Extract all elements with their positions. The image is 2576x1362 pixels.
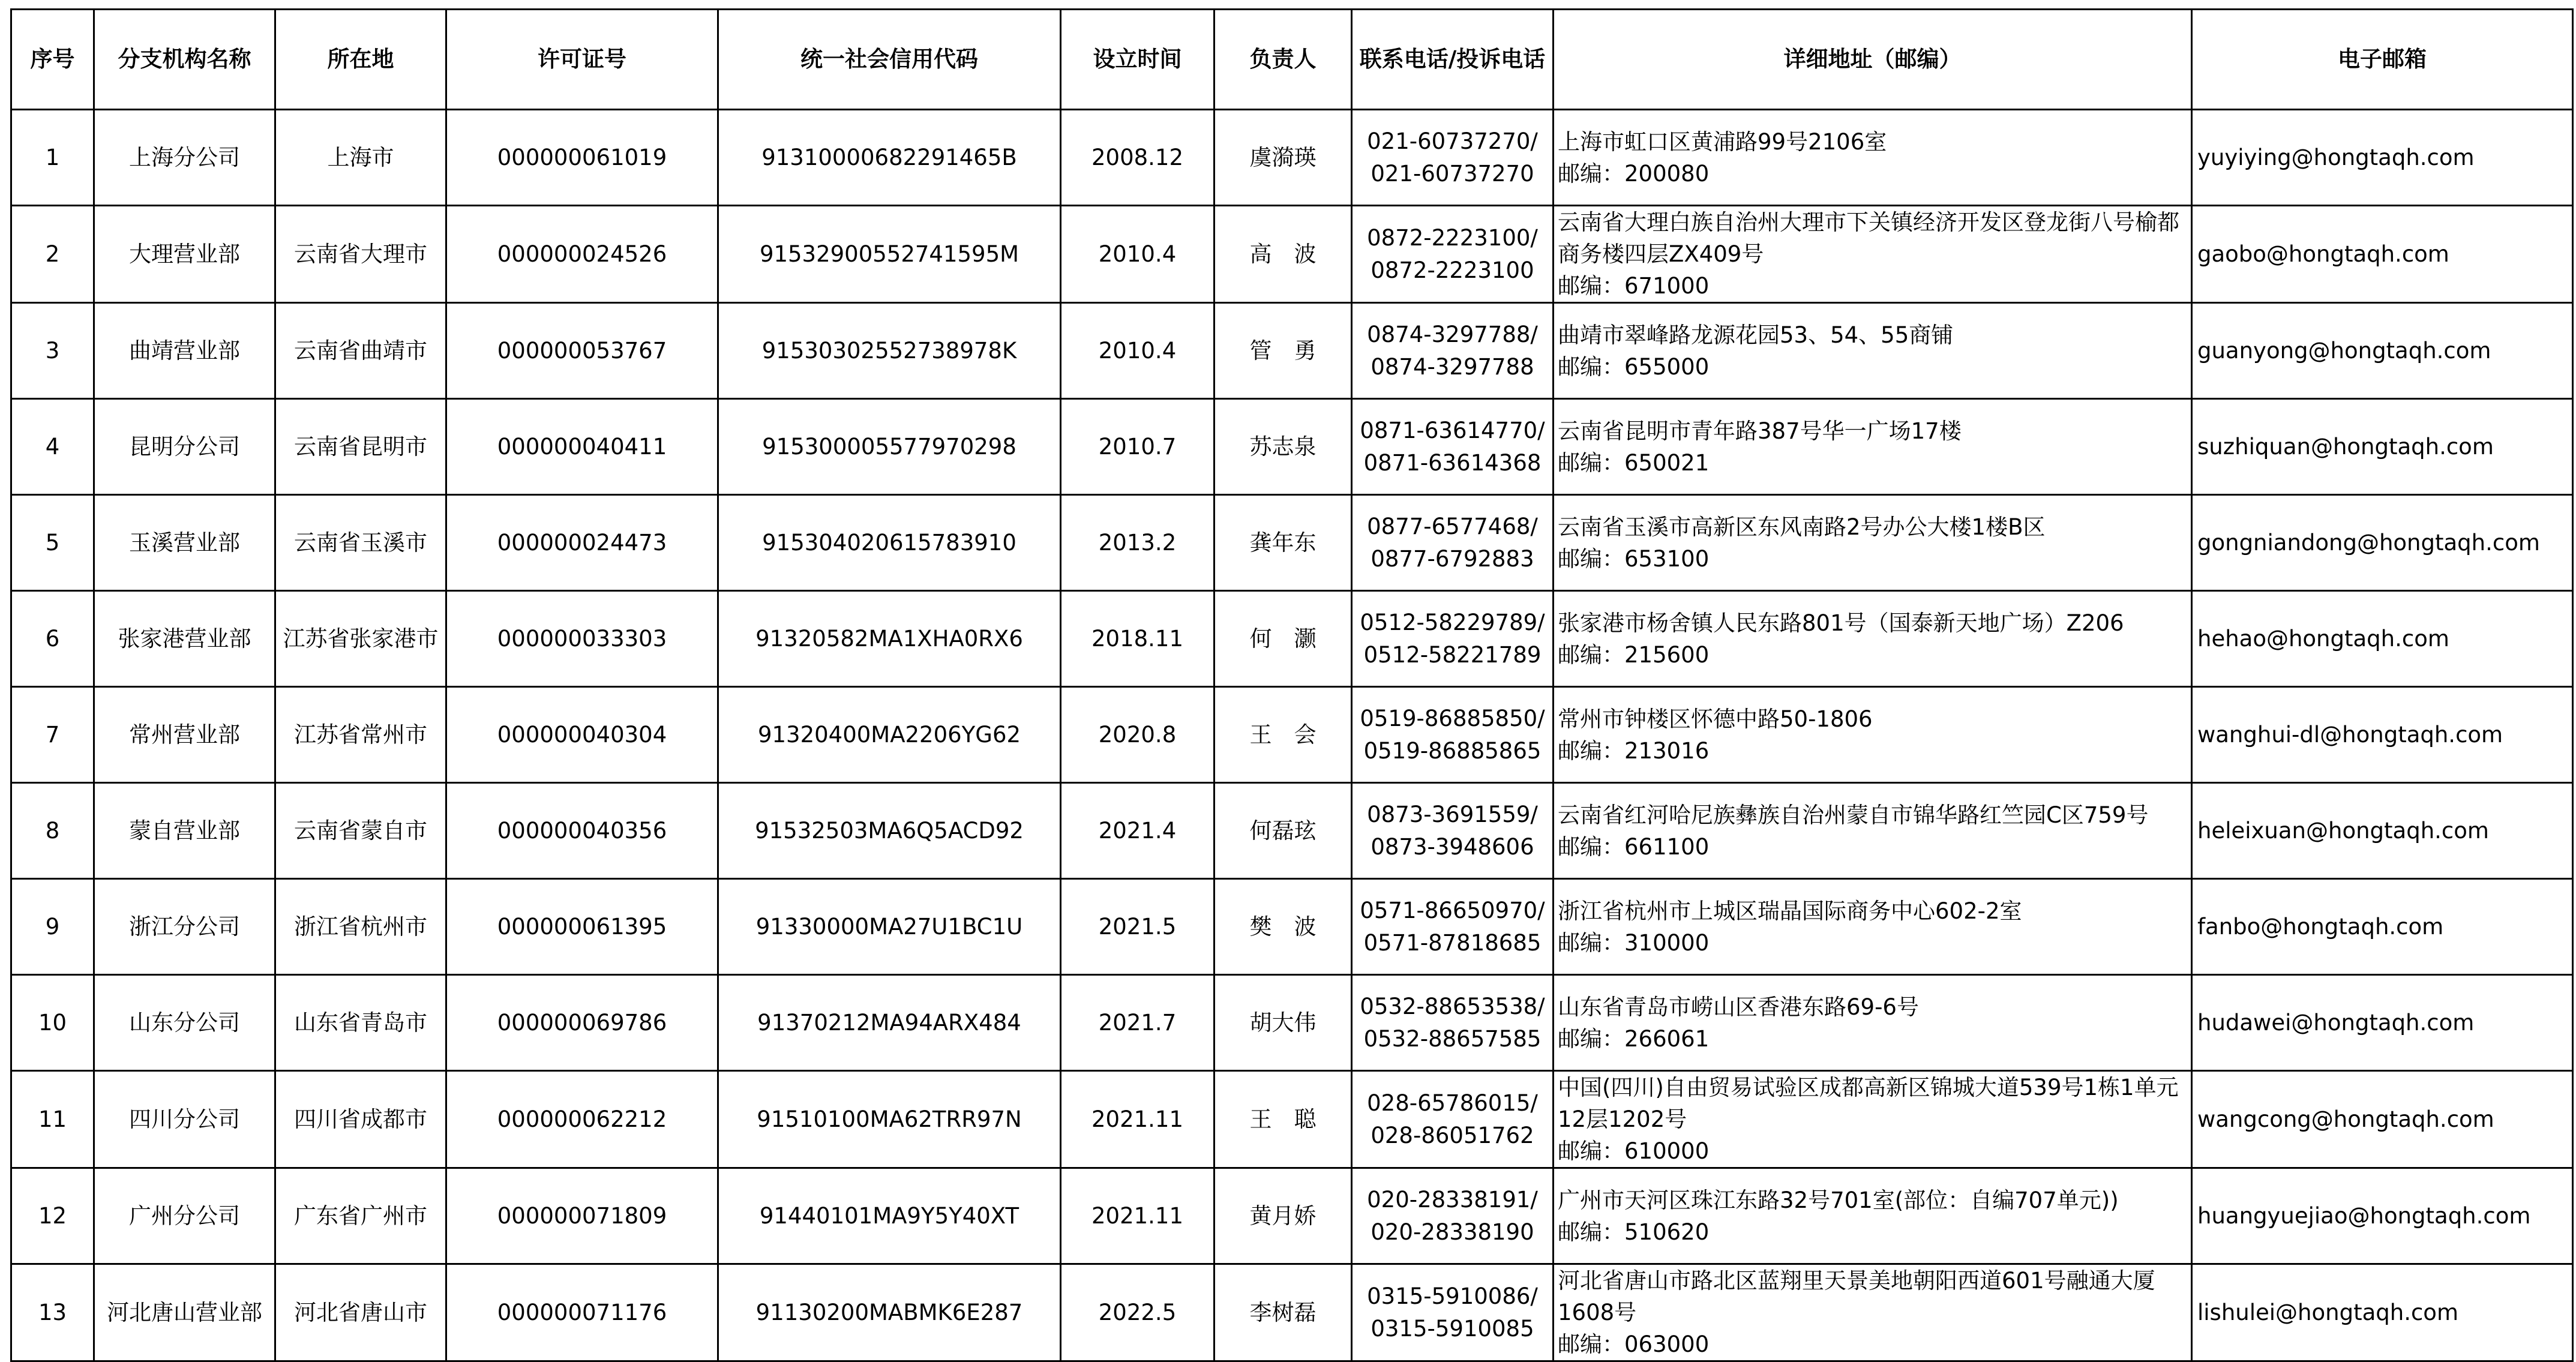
header-cell: 联系电话/投诉电话 [1352, 10, 1554, 110]
street-address: 河北省唐山市路北区蓝翔里天景美地朝阳西道601号融通大厦1608号 [1558, 1268, 2155, 1325]
email-address: gaobo@hongtaqh.com [2192, 206, 2573, 303]
branch-name: 常州营业部 [94, 687, 275, 783]
branch-location: 广东省广州市 [275, 1168, 446, 1264]
street-address: 广州市天河区珠江东路32号701室(部位：自编707单元)) [1558, 1187, 2119, 1213]
branch-manager: 龚年东 [1214, 495, 1352, 591]
street-address: 中国(四川)自由贸易试验区成都高新区锦城大道539号1栋1单元12层1202号 [1558, 1075, 2179, 1132]
postal-code: 邮编：063000 [1558, 1331, 1710, 1357]
street-address: 云南省昆明市青年路387号华一广场17楼 [1558, 418, 1962, 444]
email-address: wanghui-dl@hongtaqh.com [2192, 687, 2573, 783]
established-date: 2010.7 [1061, 399, 1214, 495]
credit-code: 915304020615783910 [718, 495, 1061, 591]
postal-code: 邮编：653100 [1558, 545, 1710, 572]
branch-location: 云南省玉溪市 [275, 495, 446, 591]
contact-phone: 0512-58229789/ [1360, 609, 1545, 635]
branch-manager: 苏志泉 [1214, 399, 1352, 495]
header-cell: 所在地 [275, 10, 446, 110]
postal-code: 邮编：215600 [1558, 641, 1710, 668]
branch-manager: 高 波 [1214, 206, 1352, 303]
branch-name: 玉溪营业部 [94, 495, 275, 591]
table-row [11, 303, 2573, 399]
contact-phone: 0315-5910086/ [1367, 1283, 1538, 1309]
postal-code: 邮编：610000 [1558, 1138, 1710, 1164]
license-number: 000000024526 [446, 206, 718, 303]
branch-manager: 虞漪瑛 [1214, 110, 1352, 206]
established-date: 2021.11 [1061, 1071, 1214, 1168]
table-body [11, 110, 2573, 1361]
row-number: 7 [11, 687, 94, 783]
credit-code: 91510100MA62TRR97N [718, 1071, 1061, 1168]
established-date: 2021.4 [1061, 783, 1214, 879]
license-number: 000000040304 [446, 687, 718, 783]
header-row [11, 10, 2573, 110]
branch-name: 广州分公司 [94, 1168, 275, 1264]
contact-phone: 0874-3297788/ [1367, 321, 1538, 347]
license-number: 000000062212 [446, 1071, 718, 1168]
credit-code: 91440101MA9Y5Y40XT [718, 1168, 1061, 1264]
branch-name: 上海分公司 [94, 110, 275, 206]
contact-phone: 020-28338191/ [1367, 1186, 1538, 1213]
established-date: 2021.5 [1061, 879, 1214, 975]
contact-phones [1352, 879, 1554, 975]
postal-code: 邮编：200080 [1558, 160, 1710, 187]
email-address: yuyiying@hongtaqh.com [2192, 110, 2573, 206]
license-number: 000000071176 [446, 1264, 718, 1361]
contact-phone: 021-60737270/ [1367, 128, 1538, 154]
header-cell: 设立时间 [1061, 10, 1214, 110]
contact-phones [1352, 591, 1554, 687]
branch-name: 昆明分公司 [94, 399, 275, 495]
complaint-phone: 020-28338190 [1371, 1219, 1534, 1245]
header-cell: 许可证号 [446, 10, 718, 110]
branch-name: 大理营业部 [94, 206, 275, 303]
established-date: 2013.2 [1061, 495, 1214, 591]
contact-phones [1352, 687, 1554, 783]
address-cell [1554, 1264, 2192, 1361]
complaint-phone: 0315-5910085 [1371, 1315, 1534, 1342]
complaint-phone: 021-60737270 [1371, 160, 1534, 187]
branch-location: 四川省成都市 [275, 1071, 446, 1168]
branch-name: 山东分公司 [94, 975, 275, 1071]
contact-phones [1352, 399, 1554, 495]
branch-location: 云南省曲靖市 [275, 303, 446, 399]
license-number: 000000053767 [446, 303, 718, 399]
table-row [11, 110, 2573, 206]
contact-phone: 0877-6577468/ [1367, 513, 1538, 539]
address-cell [1554, 1071, 2192, 1168]
row-number: 12 [11, 1168, 94, 1264]
branch-location: 河北省唐山市 [275, 1264, 446, 1361]
email-address: lishulei@hongtaqh.com [2192, 1264, 2573, 1361]
branch-manager: 何磊玹 [1214, 783, 1352, 879]
established-date: 2020.8 [1061, 687, 1214, 783]
branch-manager: 黄月娇 [1214, 1168, 1352, 1264]
header-cell: 序号 [11, 10, 94, 110]
credit-code: 91310000682291465B [718, 110, 1061, 206]
complaint-phone: 0532-88657585 [1363, 1025, 1542, 1052]
contact-phones [1352, 110, 1554, 206]
branch-name: 曲靖营业部 [94, 303, 275, 399]
email-address: suzhiquan@hongtaqh.com [2192, 399, 2573, 495]
complaint-phone: 0512-58221789 [1363, 641, 1542, 668]
branch-location: 云南省大理市 [275, 206, 446, 303]
street-address: 浙江省杭州市上城区瑞晶国际商务中心602-2室 [1558, 898, 2022, 924]
branch-location: 浙江省杭州市 [275, 879, 446, 975]
contact-phones [1352, 1071, 1554, 1168]
street-address: 山东省青岛市崂山区香港东路69-6号 [1558, 994, 1919, 1020]
established-date: 2008.12 [1061, 110, 1214, 206]
branch-name: 河北唐山营业部 [94, 1264, 275, 1361]
contact-phones [1352, 783, 1554, 879]
branch-manager: 李树磊 [1214, 1264, 1352, 1361]
complaint-phone: 0871-63614368 [1363, 449, 1542, 476]
branch-location: 江苏省常州市 [275, 687, 446, 783]
table-row [11, 399, 2573, 495]
branch-table [10, 8, 2574, 1362]
credit-code: 91320582MA1XHA0RX6 [718, 591, 1061, 687]
contact-phone: 0871-63614770/ [1360, 417, 1545, 443]
email-address: wangcong@hongtaqh.com [2192, 1071, 2573, 1168]
contact-phone: 0571-86650970/ [1360, 897, 1545, 923]
address-cell [1554, 783, 2192, 879]
table-row [11, 879, 2573, 975]
row-number: 5 [11, 495, 94, 591]
license-number: 000000024473 [446, 495, 718, 591]
street-address: 上海市虹口区黄浦路99号2106室 [1558, 128, 1887, 155]
table-row [11, 1264, 2573, 1361]
email-address: fanbo@hongtaqh.com [2192, 879, 2573, 975]
contact-phones [1352, 206, 1554, 303]
complaint-phone: 0874-3297788 [1371, 353, 1534, 380]
row-number: 11 [11, 1071, 94, 1168]
complaint-phone: 0877-6792883 [1371, 545, 1534, 572]
table-row [11, 495, 2573, 591]
table-row [11, 206, 2573, 303]
contact-phones [1352, 495, 1554, 591]
row-number: 3 [11, 303, 94, 399]
address-cell [1554, 879, 2192, 975]
row-number: 9 [11, 879, 94, 975]
complaint-phone: 028-86051762 [1371, 1122, 1534, 1148]
branch-manager: 胡大伟 [1214, 975, 1352, 1071]
license-number: 000000033303 [446, 591, 718, 687]
email-address: heleixuan@hongtaqh.com [2192, 783, 2573, 879]
row-number: 1 [11, 110, 94, 206]
table-row [11, 1071, 2573, 1168]
contact-phones [1352, 303, 1554, 399]
address-cell [1554, 495, 2192, 591]
license-number: 000000069786 [446, 975, 718, 1071]
established-date: 2021.11 [1061, 1168, 1214, 1264]
credit-code: 91320400MA2206YG62 [718, 687, 1061, 783]
complaint-phone: 0873-3948606 [1371, 833, 1534, 860]
branch-location: 上海市 [275, 110, 446, 206]
credit-code: 91530302552738978K [718, 303, 1061, 399]
row-number: 10 [11, 975, 94, 1071]
header-cell: 详细地址（邮编） [1554, 10, 2192, 110]
branch-location: 山东省青岛市 [275, 975, 446, 1071]
street-address: 云南省玉溪市高新区东风南路2号办公大楼1楼B区 [1558, 514, 2046, 540]
address-cell [1554, 1168, 2192, 1264]
branch-manager: 王 聪 [1214, 1071, 1352, 1168]
branch-location: 云南省昆明市 [275, 399, 446, 495]
license-number: 000000061395 [446, 879, 718, 975]
credit-code: 91370212MA94ARX484 [718, 975, 1061, 1071]
established-date: 2021.7 [1061, 975, 1214, 1071]
complaint-phone: 0872-2223100 [1371, 257, 1534, 283]
street-address: 曲靖市翠峰路龙源花园53、54、55商铺 [1558, 322, 1954, 348]
credit-code: 91130200MABMK6E287 [718, 1264, 1061, 1361]
established-date: 2010.4 [1061, 303, 1214, 399]
header-cell: 分支机构名称 [94, 10, 275, 110]
address-cell [1554, 110, 2192, 206]
postal-code: 邮编：266061 [1558, 1025, 1710, 1052]
email-address: hudawei@hongtaqh.com [2192, 975, 2573, 1071]
established-date: 2022.5 [1061, 1264, 1214, 1361]
complaint-phone: 0571-87818685 [1363, 929, 1542, 956]
branch-name: 浙江分公司 [94, 879, 275, 975]
street-address: 常州市钟楼区怀德中路50-1806 [1558, 706, 1873, 732]
contact-phones [1352, 1168, 1554, 1264]
row-number: 13 [11, 1264, 94, 1361]
postal-code: 邮编：661100 [1558, 833, 1710, 860]
credit-code: 915300005577970298 [718, 399, 1061, 495]
branch-location: 云南省蒙自市 [275, 783, 446, 879]
license-number: 000000040411 [446, 399, 718, 495]
address-cell [1554, 206, 2192, 303]
branch-name: 张家港营业部 [94, 591, 275, 687]
postal-code: 邮编：650021 [1558, 449, 1710, 476]
table-row [11, 1168, 2573, 1264]
row-number: 2 [11, 206, 94, 303]
contact-phones [1352, 1264, 1554, 1361]
header-cell: 统一社会信用代码 [718, 10, 1061, 110]
address-cell [1554, 591, 2192, 687]
street-address: 张家港市杨舍镇人民东路801号（国泰新天地广场）Z206 [1558, 610, 2124, 636]
contact-phone: 0872-2223100/ [1367, 224, 1538, 251]
credit-code: 91330000MA27U1BC1U [718, 879, 1061, 975]
email-address: huangyuejiao@hongtaqh.com [2192, 1168, 2573, 1264]
postal-code: 邮编：213016 [1558, 737, 1710, 764]
established-date: 2010.4 [1061, 206, 1214, 303]
email-address: guanyong@hongtaqh.com [2192, 303, 2573, 399]
license-number: 000000061019 [446, 110, 718, 206]
branch-location: 江苏省张家港市 [275, 591, 446, 687]
branch-name: 四川分公司 [94, 1071, 275, 1168]
address-cell [1554, 303, 2192, 399]
table-row [11, 591, 2573, 687]
row-number: 8 [11, 783, 94, 879]
row-number: 6 [11, 591, 94, 687]
branch-manager: 何 灏 [1214, 591, 1352, 687]
contact-phones [1352, 975, 1554, 1071]
established-date: 2018.11 [1061, 591, 1214, 687]
contact-phone: 0519-86885850/ [1360, 705, 1545, 731]
contact-phone: 0873-3691559/ [1367, 801, 1538, 827]
complaint-phone: 0519-86885865 [1363, 737, 1542, 764]
credit-code: 91532900552741595M [718, 206, 1061, 303]
header-cell: 电子邮箱 [2192, 10, 2573, 110]
header-cell: 负责人 [1214, 10, 1352, 110]
street-address: 云南省大理白族自治州大理市下关镇经济开发区登龙街八号榆都商务楼四层ZX409号 [1558, 209, 2179, 267]
table-row [11, 687, 2573, 783]
address-cell [1554, 975, 2192, 1071]
email-address: hehao@hongtaqh.com [2192, 591, 2573, 687]
license-number: 000000071809 [446, 1168, 718, 1264]
branch-name: 蒙自营业部 [94, 783, 275, 879]
address-cell [1554, 687, 2192, 783]
street-address: 云南省红河哈尼族彝族自治州蒙自市锦华路红竺园C区759号 [1558, 802, 2149, 828]
branch-manager: 管 勇 [1214, 303, 1352, 399]
contact-phone: 0532-88653538/ [1360, 993, 1545, 1019]
contact-phone: 028-65786015/ [1367, 1090, 1538, 1116]
table-row [11, 975, 2573, 1071]
postal-code: 邮编：671000 [1558, 273, 1710, 299]
branch-manager: 王 会 [1214, 687, 1352, 783]
postal-code: 邮编：310000 [1558, 929, 1710, 956]
license-number: 000000040356 [446, 783, 718, 879]
email-address: gongniandong@hongtaqh.com [2192, 495, 2573, 591]
table-row [11, 783, 2573, 879]
row-number: 4 [11, 399, 94, 495]
credit-code: 91532503MA6Q5ACD92 [718, 783, 1061, 879]
postal-code: 邮编：510620 [1558, 1219, 1710, 1245]
branch-manager: 樊 波 [1214, 879, 1352, 975]
postal-code: 邮编：655000 [1558, 353, 1710, 380]
address-cell [1554, 399, 2192, 495]
